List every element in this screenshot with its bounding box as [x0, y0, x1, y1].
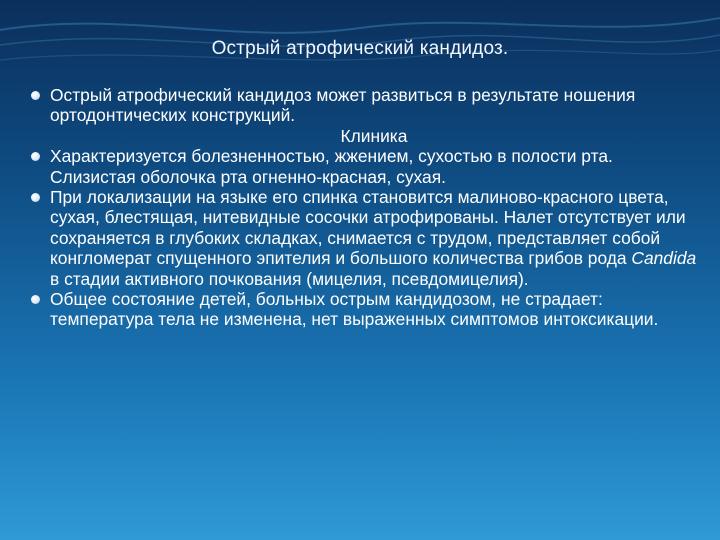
bullet-icon	[31, 295, 40, 304]
bullet-text: Острый атрофический кандидоз может развиться в результате ношения ортодонтических конструкций.	[50, 85, 636, 126]
bullet-text: Общее состояние детей, больных острым кандидозом, не страдает: температура тела не изменена, нет выраженных симптомов интоксикации.	[50, 289, 659, 330]
bullet-item	[30, 187, 698, 289]
bullet-icon	[31, 193, 40, 202]
bullet-item	[30, 85, 698, 126]
subheading: Клиника	[340, 125, 408, 146]
bullet-text: в стадии активного почкования (мицелия, псевдомицелия).	[50, 268, 529, 289]
bullet-text-italic: Candida	[631, 248, 697, 269]
bullet-icon	[31, 91, 40, 100]
bullet-text: Характеризуется болезненностью, жжением, сухостью в полости рта. Слизистая оболочка рта огненно-красная, сухая.	[50, 146, 613, 187]
slide-content	[30, 85, 698, 330]
bullet-item	[30, 289, 698, 330]
bullet-item	[30, 146, 698, 187]
slide-title: Острый атрофический кандидоз.	[211, 38, 509, 59]
bullet-icon	[31, 152, 40, 161]
bullet-text: При локализации на языке его спинка становится малиново-красного цвета, сухая, блестящая, нитевидные сосочки атрофированы. Налет отсутствует или сохраняется в глубоких складках, снимается с трудом, представляет собой конгломерат спущенного эпителия и большого количества грибов рода	[50, 187, 686, 269]
